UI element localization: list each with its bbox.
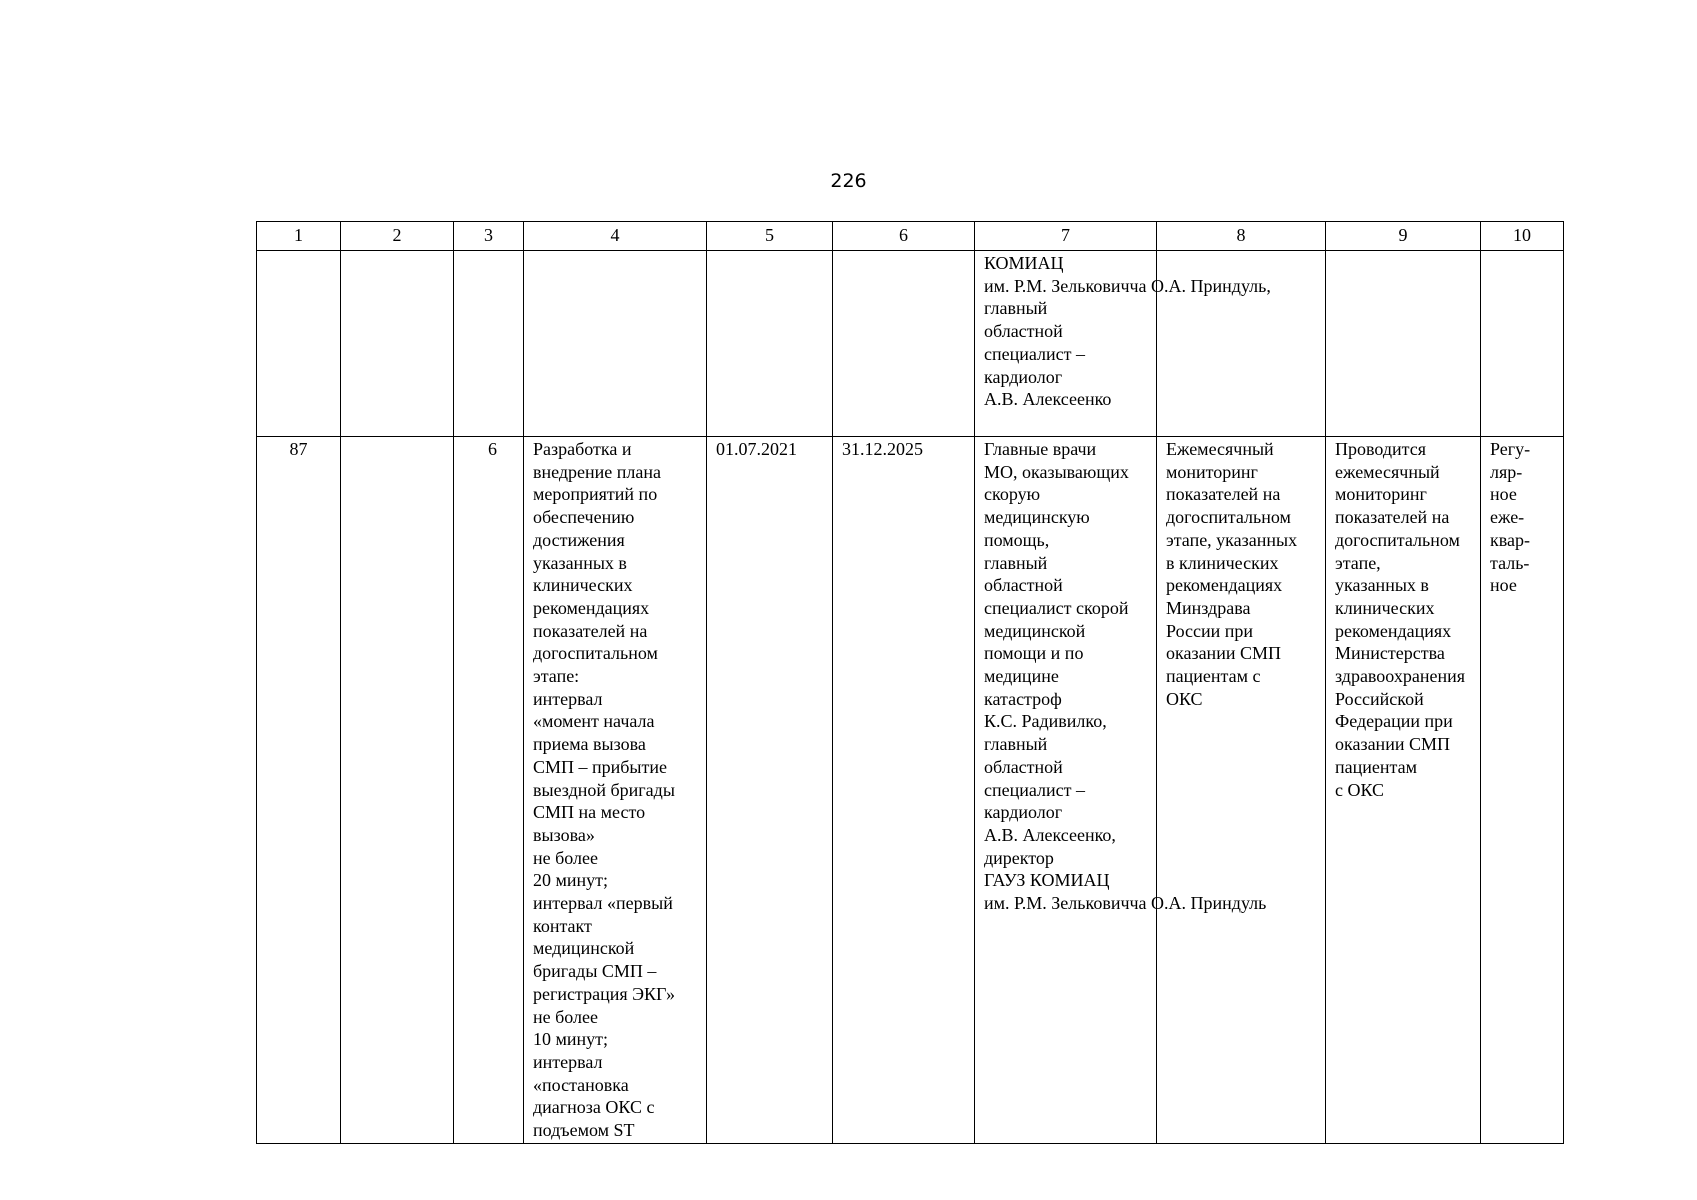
cell-line: клинических — [1335, 597, 1435, 618]
cell-line: Ежемесячный — [1166, 439, 1274, 459]
cell-line: К.С. Радивилко, — [984, 711, 1107, 732]
cell-line: скорую — [984, 484, 1041, 505]
column-header: 5 — [707, 222, 833, 251]
cell-end-date: 31.12.2025 — [833, 437, 975, 1144]
cell-line: им. Р.М. Зельковичча О.А. Приндуль, — [984, 275, 1271, 296]
cell-line: СМП – прибытие — [533, 756, 668, 777]
cell-line: этапе: — [533, 666, 580, 687]
cell-line: А.В. Алексеенко, — [984, 824, 1116, 845]
cell-line: им. Р.М. Зельковичча О.А. Приндуль — [984, 893, 1267, 914]
cell-line: интервал — [533, 1051, 603, 1072]
cell-line: Министерства — [1335, 643, 1445, 664]
cell-line: не более — [533, 847, 599, 868]
cell-line: не более — [533, 1006, 599, 1027]
cell-col2 — [341, 437, 454, 1144]
cell-measure — [524, 251, 707, 437]
cell-line: специалист скорой — [984, 597, 1129, 618]
cell-line: главный — [984, 552, 1048, 573]
cell-line: мониторинг — [1166, 461, 1258, 482]
cell-number — [257, 251, 341, 437]
measures-table — [256, 221, 1564, 1144]
cell-line: оказании СМП — [1166, 643, 1281, 664]
cell-col3: 6 — [454, 437, 524, 1144]
cell-responsible — [975, 251, 1271, 437]
cell-line: МО, оказывающих — [984, 461, 1129, 482]
column-header: 8 — [1157, 222, 1326, 251]
cell-line: интервал — [533, 688, 603, 709]
cell-line: Российской — [1335, 688, 1424, 709]
cell-line: Главные врачи — [984, 439, 1097, 459]
cell-line: медицине — [984, 666, 1059, 687]
cell-line: Проводится — [1335, 439, 1427, 459]
column-header: 10 — [1481, 222, 1564, 251]
cell-line: этапе, указанных — [1166, 529, 1298, 550]
cell-line: специалист – — [984, 343, 1085, 364]
cell-measure — [524, 437, 707, 1144]
cell-line: мероприятий по — [533, 484, 658, 505]
cell-line: 10 минут; — [533, 1029, 609, 1050]
cell-line: ОКС — [1166, 688, 1203, 709]
cell-line: рекомендациях — [533, 597, 650, 618]
cell-line: обеспечению — [533, 507, 635, 528]
cell-line: ное — [1490, 484, 1517, 505]
cell-col3 — [454, 251, 524, 437]
cell-line: показателей на — [1335, 507, 1450, 528]
cell-line: «момент начала — [533, 711, 655, 732]
cell-line: внедрение плана — [533, 461, 662, 482]
cell-line: главный — [984, 298, 1048, 319]
cell-line: выездной бригады — [533, 779, 675, 800]
cell-status — [1326, 251, 1481, 437]
cell-line: рекомендациях — [1166, 575, 1283, 596]
column-header: 4 — [524, 222, 707, 251]
column-header: 9 — [1326, 222, 1481, 251]
column-header: 3 — [454, 222, 524, 251]
cell-line: А.В. Алексеенко — [984, 389, 1112, 410]
cell-line: мониторинг — [1335, 484, 1427, 505]
cell-frequency — [1481, 437, 1564, 1144]
cell-line: регистрация ЭКГ» — [533, 983, 675, 1004]
cell-line: в клинических — [1166, 552, 1279, 573]
cell-status — [1326, 437, 1481, 1144]
cell-line: приема вызова — [533, 734, 646, 755]
column-header: 7 — [975, 222, 1157, 251]
cell-line: Минздрава — [1166, 597, 1251, 618]
cell-line: здравоохранения — [1335, 666, 1466, 687]
cell-line: помощи и по — [984, 643, 1084, 664]
cell-line: контакт — [533, 915, 592, 936]
cell-line: догоспитальном — [533, 643, 658, 664]
cell-line: главный — [984, 734, 1048, 755]
cell-line: областной — [984, 321, 1063, 342]
cell-line: ное — [1490, 575, 1517, 596]
cell-line: бригады СМП – — [533, 961, 657, 982]
cell-line: с ОКС — [1335, 779, 1385, 800]
cell-line: указанных в — [533, 552, 627, 573]
cell-line: подъемом ST — [533, 1120, 635, 1141]
cell-line: интервал «первый — [533, 893, 673, 914]
table-row — [257, 437, 1564, 1144]
column-header: 2 — [341, 222, 454, 251]
cell-line: кардиолог — [984, 802, 1063, 823]
cell-frequency — [1481, 251, 1564, 437]
table-row — [257, 251, 1564, 437]
cell-end-date — [833, 251, 975, 437]
cell-line: клинических — [533, 575, 633, 596]
cell-line: областной — [984, 756, 1063, 777]
cell-line: медицинскую — [984, 507, 1090, 528]
cell-line: еже- — [1490, 507, 1525, 528]
header-row — [257, 222, 1564, 251]
cell-start-date — [707, 251, 833, 437]
cell-line: указанных в — [1335, 575, 1429, 596]
cell-line: КОМИАЦ — [984, 253, 1064, 273]
cell-line: специалист – — [984, 779, 1085, 800]
cell-line: директор — [984, 847, 1054, 868]
cell-line: Федерации при — [1335, 711, 1453, 732]
cell-line: «постановка — [533, 1074, 629, 1095]
cell-line: диагноза ОКС с — [533, 1097, 655, 1118]
cell-line: Регу- — [1490, 439, 1531, 459]
cell-line: ГАУЗ КОМИАЦ — [984, 870, 1110, 891]
cell-line: рекомендациях — [1335, 620, 1452, 641]
cell-line: показателей на — [533, 620, 648, 641]
cell-line: оказании СМП — [1335, 734, 1450, 755]
column-header: 1 — [257, 222, 341, 251]
cell-line: вызова» — [533, 824, 595, 845]
cell-line: пациентам с — [1166, 666, 1261, 687]
cell-line: медицинской — [984, 620, 1086, 641]
cell-line: квар- — [1490, 529, 1530, 550]
cell-number: 87 — [257, 437, 341, 1144]
cell-line: догоспитальном — [1166, 507, 1291, 528]
cell-line: ляр- — [1490, 461, 1523, 482]
cell-line: СМП на место — [533, 802, 646, 823]
cell-line: таль- — [1490, 552, 1530, 573]
cell-line: показателей на — [1166, 484, 1281, 505]
cell-line: пациентам — [1335, 756, 1417, 777]
cell-col2 — [341, 251, 454, 437]
cell-line: догоспитальном — [1335, 529, 1460, 550]
cell-line: достижения — [533, 529, 625, 550]
cell-line: катастроф — [984, 688, 1062, 709]
cell-expected-result — [1157, 437, 1326, 1144]
cell-line: этапе, — [1335, 552, 1381, 573]
column-header: 6 — [833, 222, 975, 251]
cell-line: Разработка и — [533, 439, 632, 459]
cell-line: областной — [984, 575, 1063, 596]
cell-line: помощь, — [984, 529, 1050, 550]
cell-line: 20 минут; — [533, 870, 609, 891]
cell-line: России при — [1166, 620, 1254, 641]
page-number: 226 — [830, 170, 867, 192]
cell-line: медицинской — [533, 938, 635, 959]
cell-line: ежемесячный — [1335, 461, 1440, 482]
cell-line: кардиолог — [984, 366, 1063, 387]
cell-start-date: 01.07.2021 — [707, 437, 833, 1144]
